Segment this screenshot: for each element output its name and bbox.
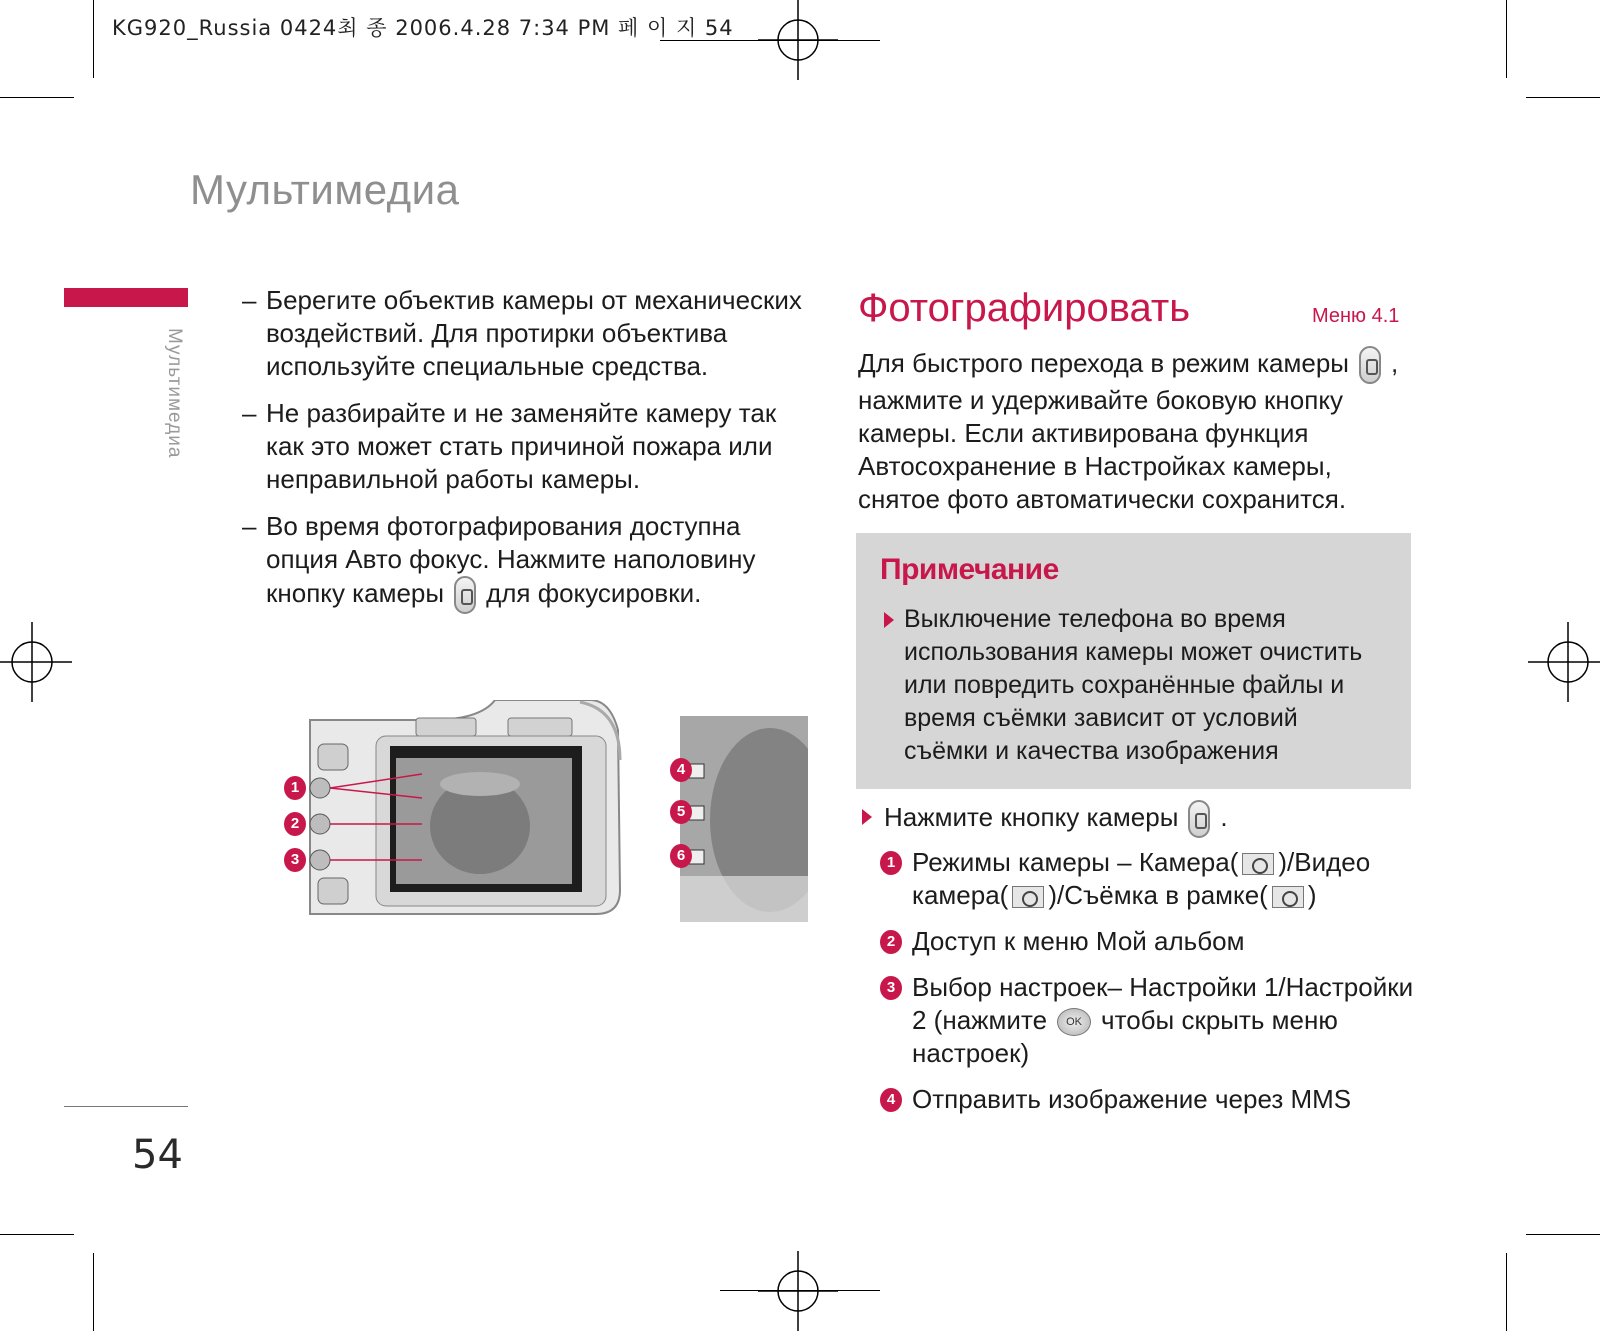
- crop-mark: [93, 0, 94, 78]
- intro-paragraph: [858, 346, 1418, 516]
- crop-mark: [0, 97, 74, 98]
- video-camera-icon: [1012, 886, 1044, 908]
- camera-key-icon: [454, 576, 476, 614]
- camera-key-icon: [1359, 346, 1381, 384]
- list-item-text: Отправить изображение через MMS: [912, 1084, 1352, 1114]
- list-item-text: для фокусировки.: [486, 577, 702, 608]
- step-instruction: [862, 800, 1228, 838]
- crop-mark: [1506, 0, 1507, 78]
- callout-badge: 1: [284, 776, 306, 800]
- crop-mark: [1526, 1234, 1600, 1235]
- list-item-text: )/Съёмка в рамке(: [1048, 880, 1268, 910]
- crop-mark: [1506, 1253, 1507, 1331]
- section-accent-bar: [64, 288, 188, 307]
- numbered-list: [880, 846, 1420, 1129]
- print-slug: KG920_Russia 0424최 종 2006.4.28 7:34 PM 페 이 지 54: [112, 16, 734, 40]
- list-item-text: Берегите объектив камеры от механических воздействий. Для протирки объектива используйте специальные средства.: [266, 285, 802, 381]
- list-item: [880, 971, 1420, 1070]
- number-badge: 2: [880, 930, 902, 954]
- triangle-bullet-icon: [862, 809, 872, 825]
- registration-mark-icon: [0, 622, 72, 702]
- list-item: [880, 846, 1420, 912]
- list-item: [242, 284, 802, 383]
- subsection-title: Фотографировать: [858, 286, 1191, 330]
- phone-camera-drawing: [280, 700, 808, 922]
- list-item-text: Выбор настроек– Настройки 1/Настройки 2 (нажмите: [912, 972, 1414, 1035]
- number-badge: 3: [880, 976, 902, 1000]
- number-badge: 1: [880, 851, 902, 875]
- registration-mark-icon: [758, 0, 838, 80]
- note-title: Примечание: [880, 553, 1059, 586]
- number-badge: 4: [880, 1088, 902, 1112]
- callout-badge: 3: [284, 848, 306, 872]
- phone-illustration: [280, 700, 808, 922]
- ok-key-icon: OK: [1057, 1008, 1091, 1036]
- crop-mark: [93, 1253, 94, 1331]
- step-text: .: [1220, 802, 1228, 832]
- note-box: [856, 533, 1411, 789]
- dash-bullet: –: [242, 398, 257, 428]
- registration-mark-icon: [1528, 622, 1600, 702]
- dash-bullet: –: [242, 285, 257, 315]
- list-item-text: Режимы камеры – Камера(: [912, 847, 1239, 877]
- callout-badge: 4: [670, 758, 692, 782]
- list-item: [242, 397, 802, 496]
- list-item-text: )/Видео камера(: [912, 847, 1371, 910]
- crop-mark: [1526, 97, 1600, 98]
- callout-badge: 5: [670, 800, 692, 824]
- list-item-text: чтобы скрыть меню настроек): [912, 1005, 1338, 1068]
- frame-shot-icon: [1272, 886, 1304, 908]
- camera-key-icon: [1188, 800, 1210, 838]
- list-item-text: ): [1307, 880, 1317, 910]
- dash-bullet: –: [242, 511, 257, 541]
- note-text: [884, 603, 1384, 768]
- menu-reference: Меню 4.1: [1312, 305, 1400, 327]
- note-text-body: Выключение телефона во время использования камеры может очистить или повредить сохранённые файлы и время съёмки зависит от условий съёмки и качества изображения: [904, 605, 1363, 765]
- triangle-bullet-icon: [884, 612, 894, 628]
- list-item: [880, 925, 1420, 958]
- list-item-text: Доступ к меню Мой альбом: [912, 926, 1245, 956]
- section-title: Мультимедиа: [190, 166, 460, 213]
- left-column: [242, 284, 802, 628]
- list-item-text: Во время фотографирования доступна опция Авто фокус. Нажмите наполовину кнопку камеры: [266, 511, 756, 608]
- list-item-text: Не разбирайте и не заменяйте камеру так как это может стать причиной пожара или неправильной работы камеры.: [266, 398, 777, 494]
- intro-text: , нажмите и удерживайте боковую кнопку камеры. Если активирована функция Автосохранение в Настройках камеры, снятое фото автоматически сохранится.: [858, 347, 1399, 514]
- list-item: [242, 510, 802, 614]
- step-text: Нажмите кнопку камеры: [884, 802, 1179, 832]
- page-number: 54: [132, 1132, 183, 1178]
- side-section-label: Мультимедиа: [164, 328, 185, 459]
- intro-text: Для быстрого перехода в режим камеры: [858, 347, 1349, 378]
- callout-badge: 2: [284, 812, 306, 836]
- crop-mark: [0, 1234, 74, 1235]
- registration-mark-icon: [758, 1251, 838, 1331]
- camera-mode-icon: [1242, 853, 1274, 875]
- callout-badge: 6: [670, 844, 692, 868]
- list-item: [880, 1083, 1420, 1116]
- page-rule: [64, 1106, 188, 1107]
